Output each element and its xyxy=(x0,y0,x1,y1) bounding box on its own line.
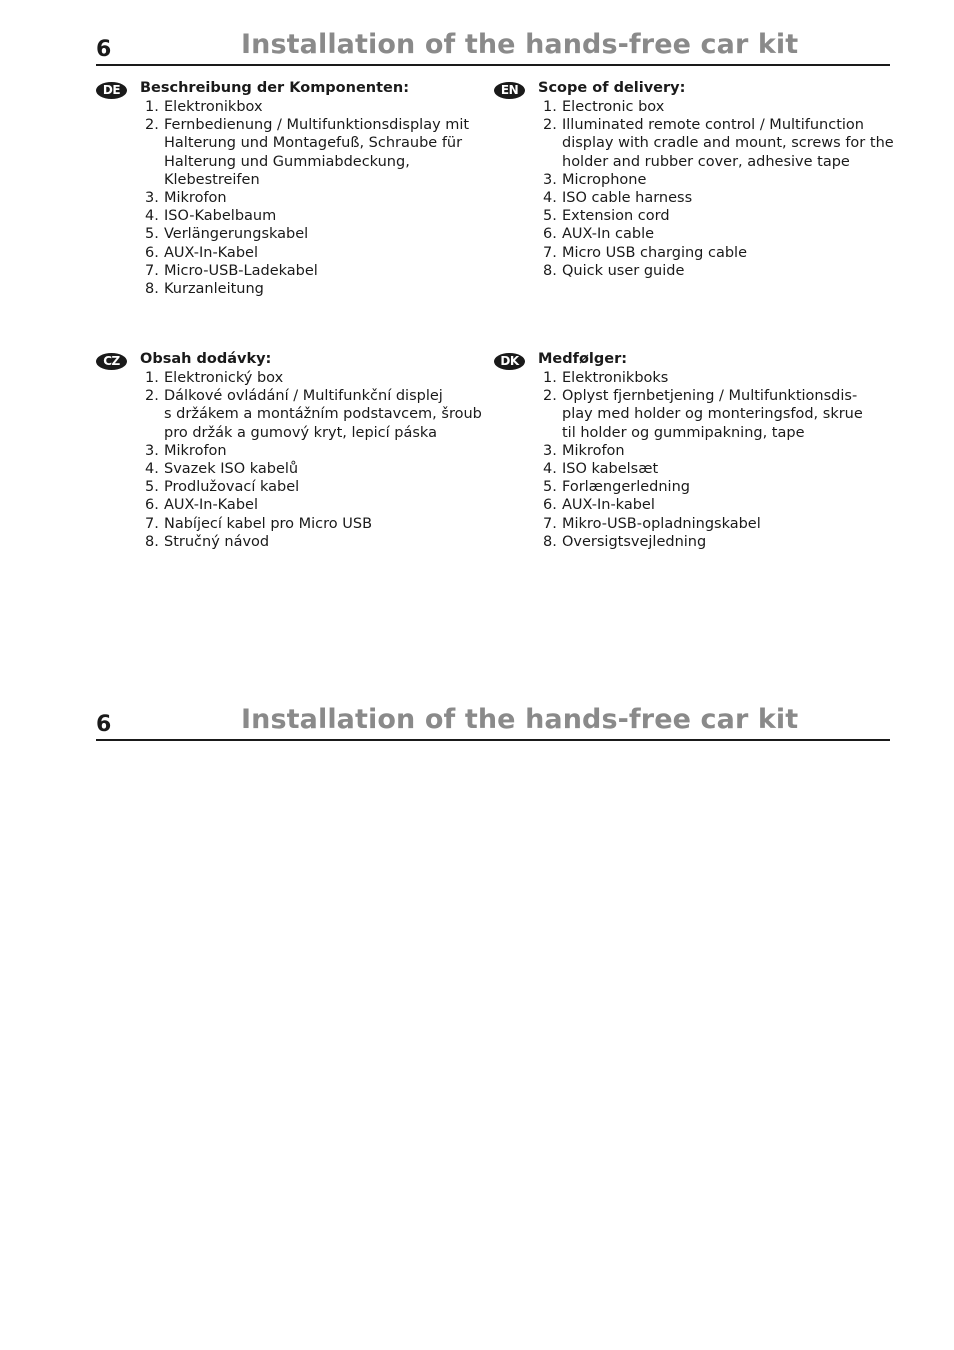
item-text: Oversigtsvejledning xyxy=(562,533,707,550)
list-item xyxy=(145,262,469,280)
item-text: Elektronický box xyxy=(164,370,284,386)
item-number: 2. xyxy=(145,117,159,134)
item-text: Mikrofon xyxy=(562,442,625,459)
component-list-cz xyxy=(145,369,482,551)
item-text: Kurzanleitung xyxy=(164,281,264,298)
item-number: 1. xyxy=(145,370,159,386)
item-text: Oplyst fjernbetjening / Multifunktionsdis- play med holder og monteringsfod, skrue til holder og gummipakning, tape xyxy=(562,388,863,441)
item-number: 6. xyxy=(145,244,159,261)
item-text: Quick user guide xyxy=(562,262,685,279)
page-header-bottom xyxy=(96,699,890,741)
list-item xyxy=(145,244,469,262)
language-badge-en: EN xyxy=(494,82,525,99)
list-item xyxy=(145,515,482,533)
list-item xyxy=(543,189,894,207)
item-number: 1. xyxy=(145,99,159,115)
list-item xyxy=(145,225,469,243)
list-item xyxy=(145,442,482,460)
list-item xyxy=(543,533,863,551)
item-text: Dálkové ovládání / Multifunkční displej s držákem a montážním podstavcem, šroub pro držák a gumový kryt, lepicí páska xyxy=(164,388,482,441)
item-text: Electronic box xyxy=(562,99,665,115)
item-number: 8. xyxy=(145,533,159,550)
item-number: 5. xyxy=(543,208,557,225)
page-title: Installation of the hands-free car kit xyxy=(241,704,799,735)
section-title-dk: Medfølger: xyxy=(538,351,628,367)
item-number: 2. xyxy=(543,388,557,405)
page-number: 6 xyxy=(96,37,112,62)
item-number: 8. xyxy=(543,533,557,550)
item-number: 4. xyxy=(145,461,159,478)
list-item xyxy=(543,244,894,262)
item-text: Extension cord xyxy=(562,208,670,225)
language-badge-dk: DK xyxy=(494,353,525,370)
item-number: 7. xyxy=(543,244,557,261)
item-number: 6. xyxy=(543,497,557,514)
item-text: Elektronikbox xyxy=(164,99,263,115)
list-item xyxy=(543,515,863,533)
item-text: AUX-In-kabel xyxy=(562,497,655,514)
list-item xyxy=(145,280,469,298)
item-text: ISO-Kabelbaum xyxy=(164,208,277,225)
list-item xyxy=(543,116,894,171)
item-number: 1. xyxy=(543,370,557,386)
item-number: 5. xyxy=(145,479,159,496)
page-number: 6 xyxy=(96,712,112,737)
item-text: AUX-In-Kabel xyxy=(164,244,258,261)
list-item xyxy=(543,369,863,387)
item-text: Svazek ISO kabelů xyxy=(164,461,299,478)
item-number: 6. xyxy=(145,497,159,514)
item-text: Nabíjecí kabel pro Micro USB xyxy=(164,515,373,532)
list-item xyxy=(145,98,469,116)
section-title-cz: Obsah dodávky: xyxy=(140,351,272,367)
list-item xyxy=(543,387,863,442)
item-number: 1. xyxy=(543,99,557,115)
list-item xyxy=(145,189,469,207)
item-number: 4. xyxy=(145,208,159,225)
item-number: 4. xyxy=(543,461,557,478)
item-number: 3. xyxy=(145,190,159,207)
item-number: 8. xyxy=(145,281,159,298)
item-number: 7. xyxy=(145,262,159,279)
item-number: 4. xyxy=(543,190,557,207)
item-text: Fernbedienung / Multifunktionsdisplay mit Halterung und Montagefuß, Schraube für Halterung und Gummiabdeckung, Klebestreifen xyxy=(164,117,470,188)
list-item xyxy=(145,496,482,514)
item-number: 6. xyxy=(543,226,557,243)
item-number: 3. xyxy=(543,442,557,459)
page-title: Installation of the hands-free car kit xyxy=(241,29,799,60)
item-text: Prodlužovací kabel xyxy=(164,479,300,496)
list-item xyxy=(145,369,482,387)
item-text: Micro USB charging cable xyxy=(562,244,748,261)
item-number: 7. xyxy=(543,515,557,532)
item-number: 2. xyxy=(145,388,159,405)
item-number: 7. xyxy=(145,515,159,532)
item-text: ISO cable harness xyxy=(562,190,693,207)
list-item xyxy=(145,460,482,478)
component-list-de xyxy=(145,98,469,298)
item-number: 5. xyxy=(145,226,159,243)
list-item xyxy=(145,533,482,551)
list-item xyxy=(145,478,482,496)
item-text: Forlængerledning xyxy=(562,479,690,496)
list-item xyxy=(543,262,894,280)
list-item xyxy=(145,116,469,189)
item-text: Verlängerungskabel xyxy=(164,226,309,243)
list-item xyxy=(543,478,863,496)
item-text: Mikrofon xyxy=(164,190,227,207)
list-item xyxy=(145,387,482,442)
item-text: Microphone xyxy=(562,171,647,188)
item-number: 5. xyxy=(543,479,557,496)
item-text: Elektronikboks xyxy=(562,370,669,386)
list-item xyxy=(543,98,894,116)
list-item xyxy=(543,496,863,514)
page-header-top xyxy=(96,24,890,66)
item-text: AUX-In-Kabel xyxy=(164,497,258,514)
list-item xyxy=(543,171,894,189)
item-text: Illuminated remote control / Multifunction display with cradle and mount, screws for the holder and rubber cover, adhesive tape xyxy=(562,117,894,170)
item-text: AUX-In cable xyxy=(562,226,655,243)
language-badge-de: DE xyxy=(96,82,127,99)
item-text: Micro-USB-Ladekabel xyxy=(164,262,318,279)
item-number: 8. xyxy=(543,262,557,279)
section-title-de: Beschreibung der Komponenten: xyxy=(140,80,410,96)
item-number: 3. xyxy=(145,442,159,459)
section-title-en: Scope of delivery: xyxy=(538,80,686,96)
list-item xyxy=(543,460,863,478)
item-text: ISO kabelsæt xyxy=(562,461,659,478)
item-text: Mikro-USB-opladningskabel xyxy=(562,515,761,532)
list-item xyxy=(543,225,894,243)
item-number: 2. xyxy=(543,117,557,134)
item-text: Stručný návod xyxy=(164,533,270,550)
language-badge-cz: CZ xyxy=(96,353,127,370)
list-item xyxy=(145,207,469,225)
item-number: 3. xyxy=(543,171,557,188)
component-list-dk xyxy=(543,369,863,551)
list-item xyxy=(543,207,894,225)
list-item xyxy=(543,442,863,460)
item-text: Mikrofon xyxy=(164,442,227,459)
component-list-en xyxy=(543,98,894,280)
